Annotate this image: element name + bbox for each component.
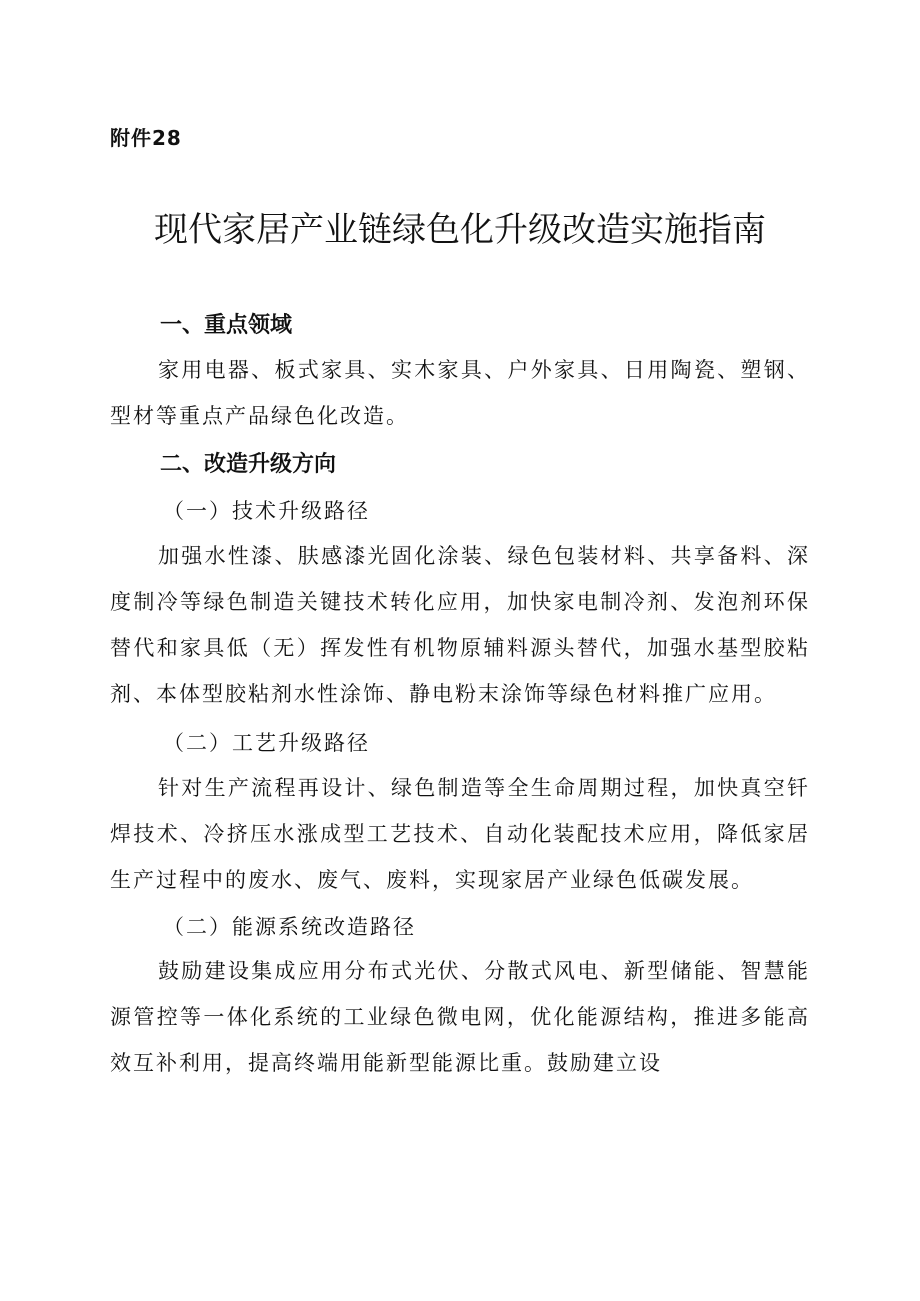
document-title: 现代家居产业链绿色化升级改造实施指南 [154, 210, 766, 250]
subheading-process-path: （二）工艺升级路径 [163, 731, 370, 755]
subheading-energy-path: （二）能源系统改造路径 [163, 915, 416, 939]
section-heading-upgrade-direction: 二、改造升级方向 [160, 452, 337, 477]
paragraph-key-areas: 家用电器、板式家具、实木家具、户外家具、日用陶瓷、塑钢、型材等重点产品绿色化改造。 [110, 358, 810, 428]
attachment-label: 附件28 [110, 126, 182, 150]
paragraph-process-path: 针对生产流程再设计、绿色制造等全生命周期过程，加快真空钎焊技术、冷挤压水涨成型工艺技术、自动化装配技术应用，降低家居生产过程中的废水、废气、废料，实现家居产业绿色低碳发展。 [110, 776, 810, 892]
paragraph-energy-path: 鼓励建设集成应用分布式光伏、分散式风电、新型储能、智慧能源管控等一体化系统的工业绿色微电网，优化能源结构，推进多能高效互补利用，提高终端用能新型能源比重。鼓励建立设 [110, 959, 810, 1075]
section-heading-key-areas: 一、重点领域 [160, 313, 293, 338]
subheading-technology-path: （一）技术升级路径 [163, 499, 370, 523]
paragraph-technology-path: 加强水性漆、肤感漆光固化涂装、绿色包装材料、共享备料、深度制冷等绿色制造关键技术转化应用，加快家电制冷剂、发泡剂环保替代和家具低（无）挥发性有机物原辅料源头替代，加强水基型胶粘剂、本体型胶粘剂水性涂饰、静电粉末涂饰等绿色材料推广应用。 [110, 544, 810, 706]
